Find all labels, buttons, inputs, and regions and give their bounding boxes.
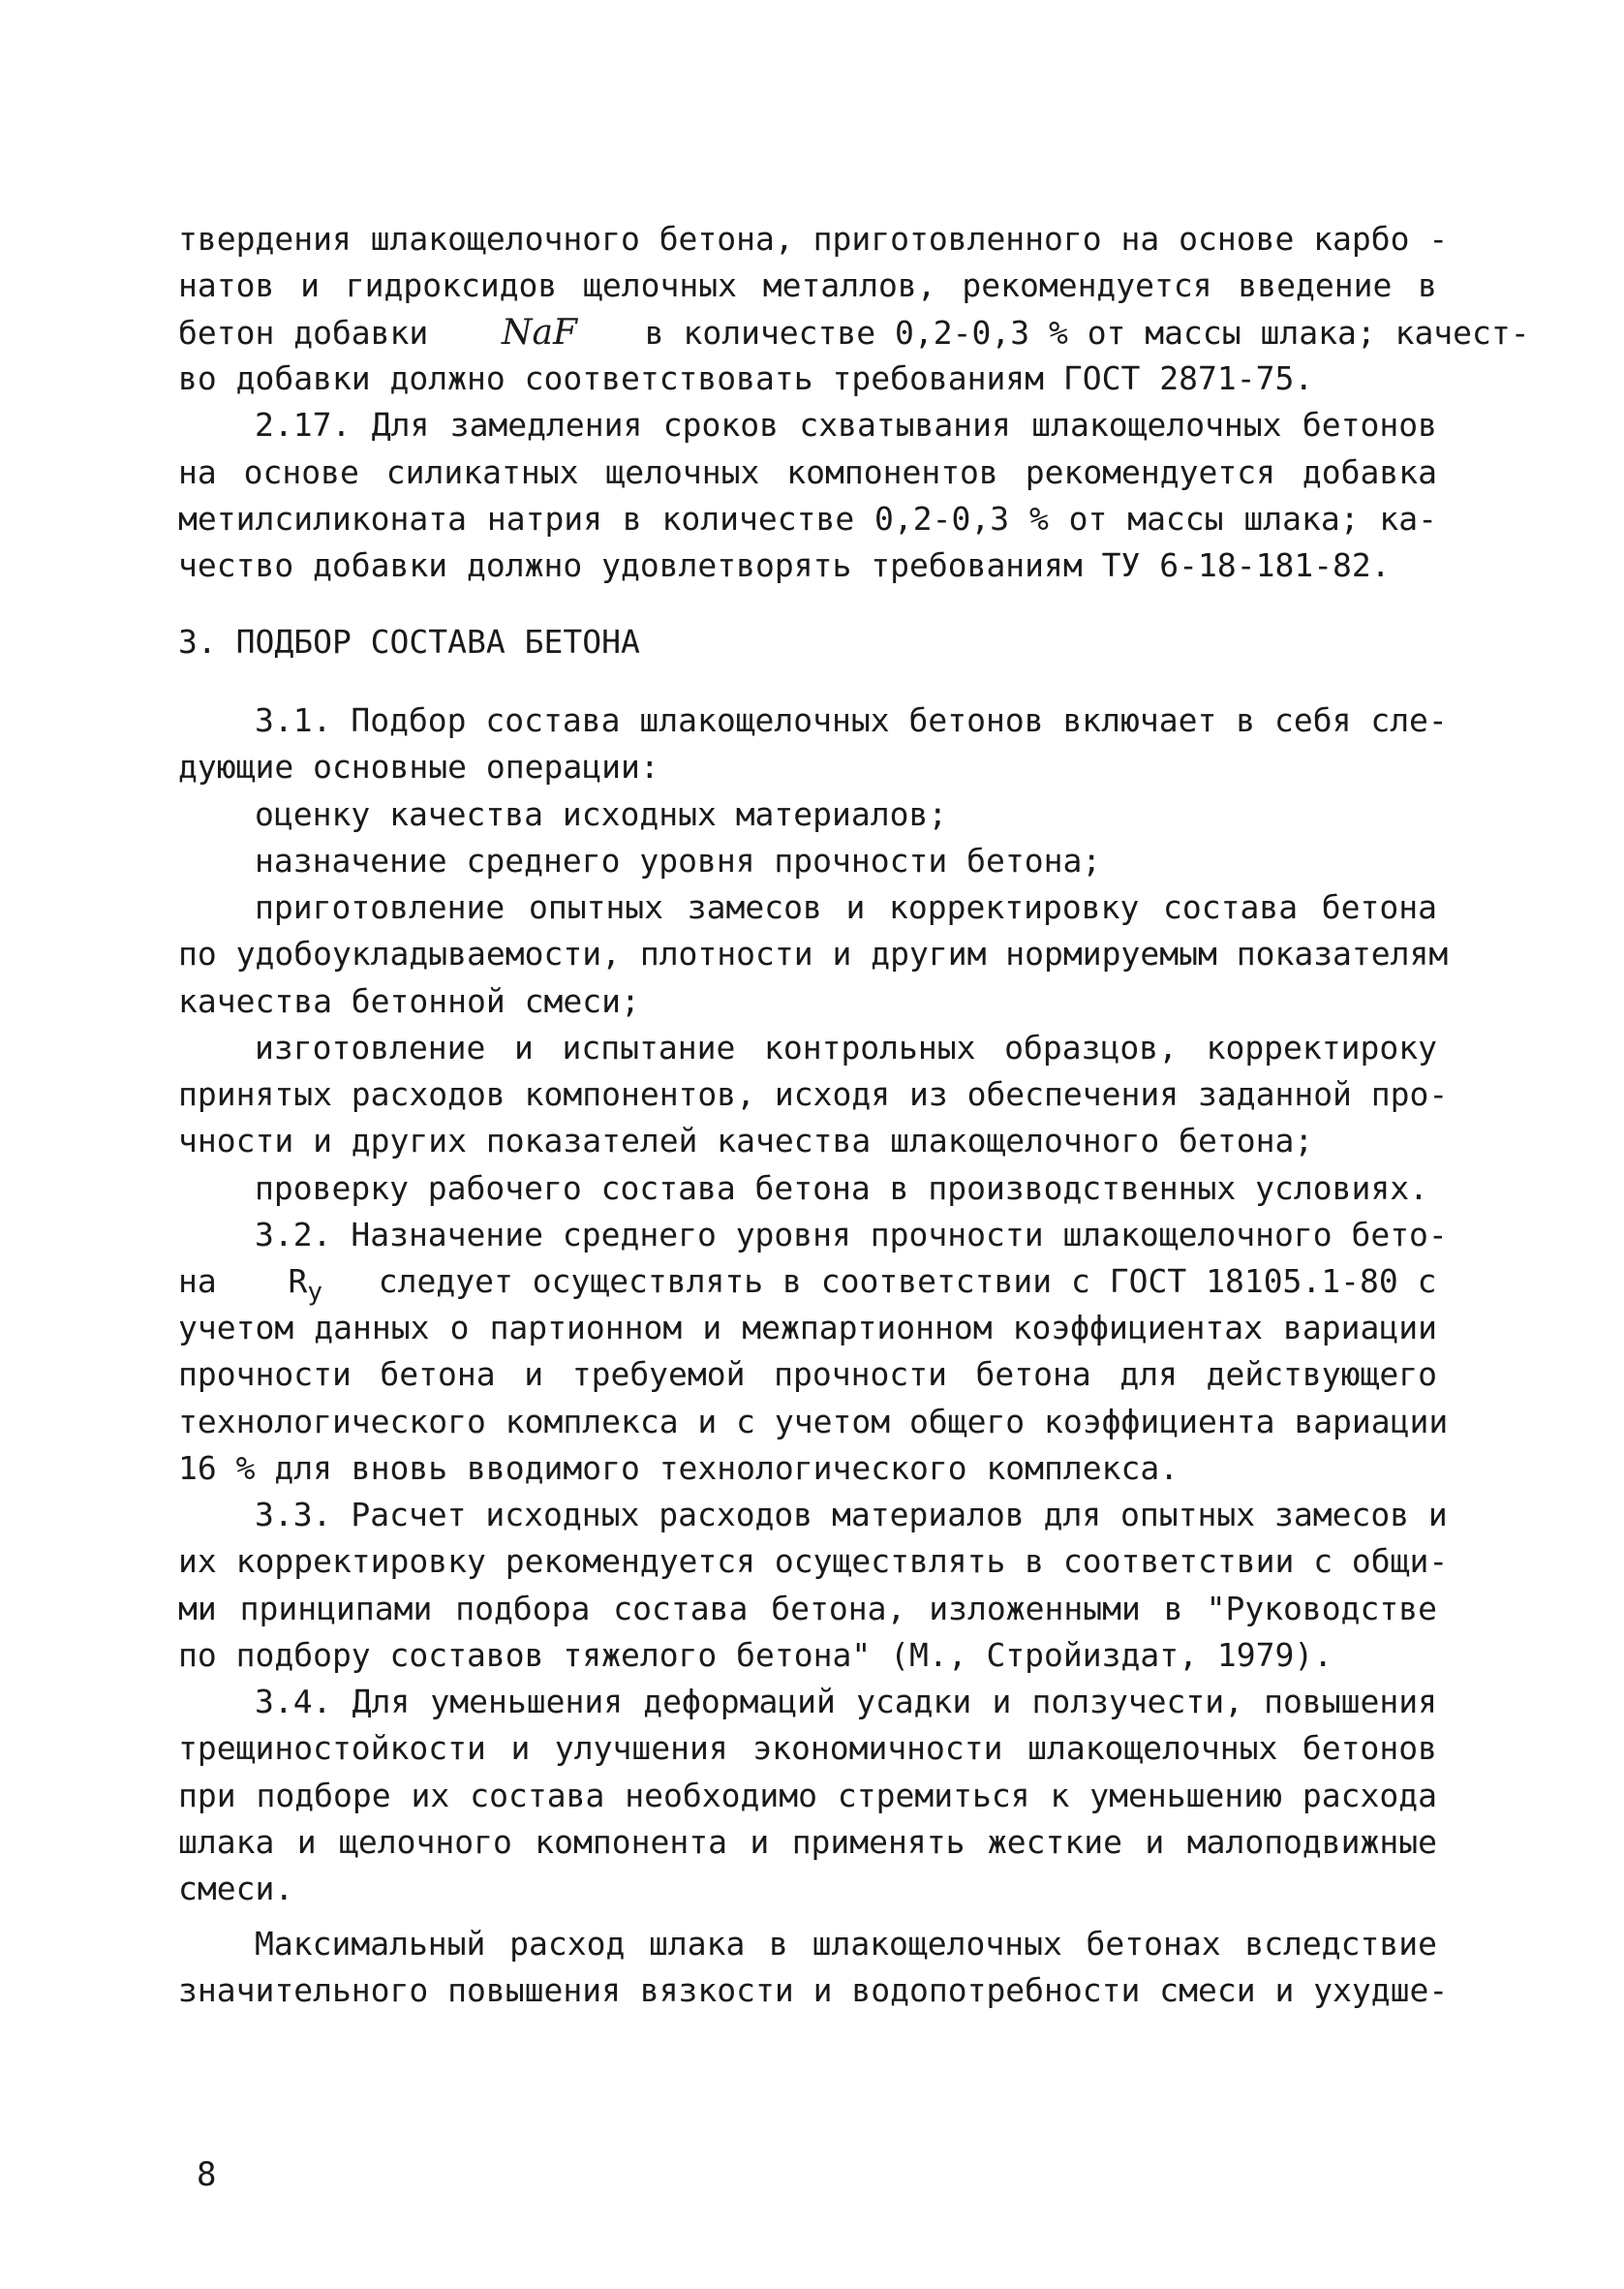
text-line: 16 % для вновь вводимого технологического комплекса.	[178, 1449, 1180, 1487]
text-line: Максимальный расход шлака в шлакощелочных бетонах вследствие	[255, 1925, 1437, 1963]
text-fragment: на	[178, 1262, 217, 1300]
text-line: шлака и щелочного компонента и применять жесткие и малоподвижные	[178, 1823, 1437, 1861]
text-line: 3.4. Для уменьшения деформаций усадки и ползучести, повышения	[255, 1683, 1437, 1720]
text-line: трещиностойкости и улучшения экономичности шлакощелочных бетонов	[178, 1729, 1437, 1767]
text-line: твердения шлакощелочного бетона, приготовленного на основе карбо -	[178, 220, 1449, 258]
text-line: при подборе их состава необходимо стремиться к уменьшению расхода	[178, 1777, 1437, 1814]
text-line: по подбору составов тяжелого бетона" (М., Стройиздат, 1979).	[178, 1636, 1333, 1674]
text-line: 3.3. Расчет исходных расходов материалов для опытных замесов и	[255, 1496, 1448, 1533]
list-item: приготовление опытных замесов и корректировку состава бетона	[255, 888, 1437, 926]
text-line-with-formula	[178, 313, 1530, 353]
page-number: 8	[197, 2155, 217, 2194]
text-line: 3.1. Подбор состава шлакощелочных бетонов включает в себя сле-	[255, 701, 1448, 739]
text-line: учетом данных о партионном и межпартионном коэффициентах вариации	[178, 1309, 1437, 1346]
text-line: их корректировку рекомендуется осуществлять в соответствии с общи-	[178, 1542, 1449, 1580]
text-line: ми принципами подбора состава бетона, изложенными в "Руководстве	[178, 1590, 1437, 1627]
text-line: метилсиликоната натрия в количестве 0,2-0,3 % от массы шлака; ка-	[178, 500, 1437, 538]
text-line: качества бетонной смеси;	[178, 982, 640, 1020]
text-line: во добавки должно соответствовать требованиям ГОСТ 2871-75.	[178, 359, 1314, 397]
list-item: оценку качества исходных материалов;	[255, 795, 948, 833]
text-fragment: бетон добавки	[178, 314, 429, 352]
text-fragment: следует осуществлять в соответствии с ГОСТ 18105.1-80 с	[378, 1262, 1437, 1300]
text-line: чество добавки должно удовлетворять требованиям ТУ 6-18-181-82.	[178, 546, 1391, 584]
text-line: дующие основные операции:	[178, 748, 659, 786]
text-line: 3.2. Назначение среднего уровня прочности шлакощелочного бето-	[255, 1216, 1448, 1253]
text-fragment: в количестве 0,2-0,3 % от массы шлака; качест-	[644, 314, 1530, 352]
list-item: назначение среднего уровня прочности бетона;	[255, 842, 1102, 880]
symbol-subscript: у	[307, 1278, 323, 1307]
formula-naf: NaF	[502, 313, 577, 353]
text-line: 2.17. Для замедления сроков схватывания шлакощелочных бетонов	[255, 406, 1437, 444]
text-line: натов и гидроксидов щелочных металлов, рекомендуется введение в	[178, 266, 1437, 304]
text-line: прочности бетона и требуемой прочности бетона для действующего	[178, 1355, 1437, 1393]
text-line: на основе силикатных щелочных компонентов рекомендуется добавка	[178, 453, 1437, 491]
text-line-with-symbol	[178, 1262, 1437, 1307]
text-line: принятых расходов компонентов, исходя из обеспечения заданной про-	[178, 1075, 1449, 1113]
text-line: значительного повышения вязкости и водопотребности смеси и ухудше-	[178, 1971, 1449, 2009]
text-line: смеси.	[178, 1870, 294, 1907]
list-item: проверку рабочего состава бетона в производственных условиях.	[255, 1169, 1428, 1207]
text-line: чности и других показателей качества шлакощелочного бетона;	[178, 1122, 1314, 1160]
section-heading: 3. ПОДБОР СОСТАВА БЕТОНА	[178, 623, 640, 661]
list-item: изготовление и испытание контрольных образцов, корректироку	[255, 1029, 1437, 1067]
symbol-r: R	[288, 1262, 308, 1300]
text-line: технологического комплекса и с учетом общего коэффициента вариации	[178, 1403, 1449, 1440]
text-line: по удобоукладываемости, плотности и другим нормируемым показателям	[178, 935, 1449, 973]
